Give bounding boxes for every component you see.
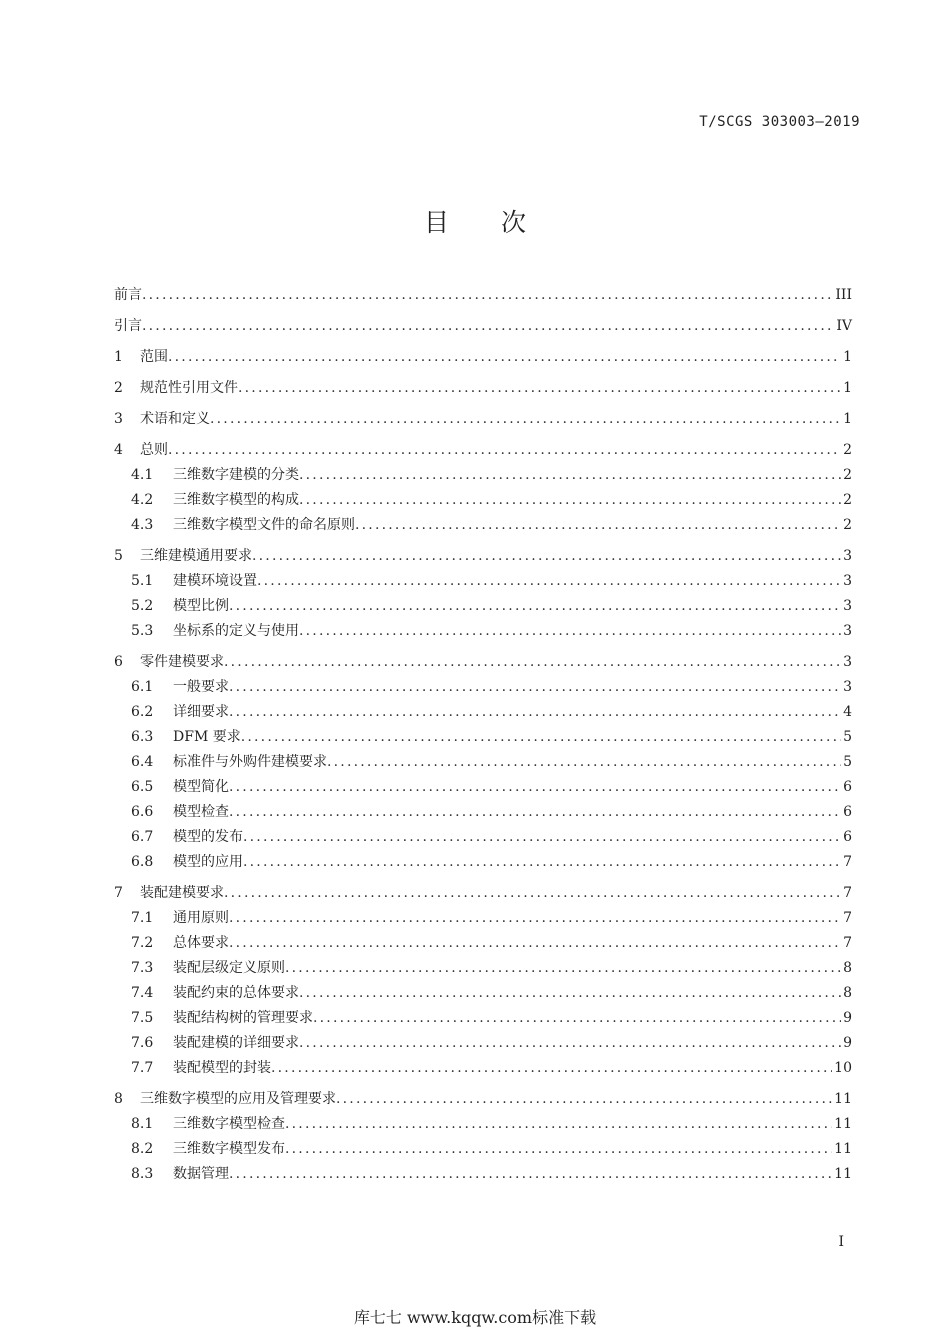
toc-leader-dots [257, 569, 841, 594]
toc-entry-page: IV [836, 318, 852, 334]
toc-entry[interactable] [114, 619, 852, 644]
toc-entry-label: 装配层级定义原则 [173, 960, 285, 976]
toc-leader-dots [313, 1006, 841, 1031]
toc-entry[interactable] [114, 850, 852, 875]
table-of-contents [114, 283, 852, 1187]
toc-leader-dots [285, 956, 841, 981]
toc-entry[interactable] [114, 314, 852, 339]
toc-entry-page: 11 [834, 1141, 852, 1157]
toc-entry-page: 7 [843, 910, 852, 926]
toc-entry-label: 术语和定义 [140, 411, 210, 427]
toc-entry[interactable] [114, 407, 852, 432]
toc-entry[interactable] [114, 1087, 852, 1112]
toc-leader-dots [224, 881, 841, 906]
toc-entry-number: 8.3 [131, 1166, 154, 1182]
toc-leader-dots [229, 675, 841, 700]
toc-entry-page: 9 [843, 1035, 852, 1051]
toc-entry[interactable] [114, 1056, 852, 1081]
toc-entry[interactable] [114, 345, 852, 370]
toc-entry-page: 7 [843, 885, 852, 901]
toc-entry[interactable] [114, 725, 852, 750]
toc-leader-dots [229, 1162, 832, 1187]
toc-entry-page: 6 [843, 779, 852, 795]
page-number: I [838, 1234, 844, 1250]
toc-entry-label: 数据管理 [173, 1166, 229, 1182]
toc-entry-page: 3 [843, 598, 852, 614]
toc-entry-label: 模型比例 [173, 598, 229, 614]
toc-entry-page: 3 [843, 623, 852, 639]
toc-leader-dots [210, 407, 841, 432]
toc-leader-dots [327, 750, 841, 775]
toc-leader-dots [252, 544, 841, 569]
toc-entry-label: 总体要求 [173, 935, 229, 951]
toc-leader-dots [229, 700, 841, 725]
toc-entry-number: 4 [114, 442, 123, 458]
toc-leader-dots [229, 931, 841, 956]
toc-leader-dots [142, 314, 834, 339]
toc-entry-number: 4.3 [131, 517, 154, 533]
toc-leader-dots [168, 345, 841, 370]
toc-entry[interactable] [114, 700, 852, 725]
page-title [0, 203, 950, 239]
toc-entry[interactable] [114, 438, 852, 463]
toc-leader-dots [229, 800, 841, 825]
toc-entry-number: 7.5 [131, 1010, 154, 1026]
toc-entry[interactable] [114, 775, 852, 800]
toc-entry-number: 7.6 [131, 1035, 154, 1051]
toc-entry-page: 3 [843, 573, 852, 589]
toc-entry[interactable] [114, 1137, 852, 1162]
toc-entry-label: 三维数字模型的构成 [173, 492, 299, 508]
toc-entry-number: 6.2 [131, 704, 154, 720]
toc-entry[interactable] [114, 931, 852, 956]
toc-entry-number: 2 [114, 380, 123, 396]
toc-entry[interactable] [114, 1006, 852, 1031]
toc-entry-number: 6.8 [131, 854, 154, 870]
toc-entry-page: 6 [843, 829, 852, 845]
toc-entry-number: 6.7 [131, 829, 154, 845]
toc-entry-number: 7.1 [131, 910, 154, 926]
toc-entry[interactable] [114, 906, 852, 931]
toc-entry-label: 通用原则 [173, 910, 229, 926]
toc-leader-dots [336, 1087, 832, 1112]
toc-leader-dots [243, 825, 841, 850]
toc-entry-label: 三维建模通用要求 [140, 548, 252, 564]
toc-entry-page: 3 [843, 654, 852, 670]
toc-entry-label: 建模环境设置 [173, 573, 257, 589]
toc-entry-page: 2 [843, 442, 852, 458]
toc-entry-label: 范围 [140, 349, 168, 365]
toc-entry-page: 2 [843, 517, 852, 533]
toc-entry[interactable] [114, 800, 852, 825]
toc-leader-dots [299, 619, 841, 644]
toc-entry-label: 装配建模的详细要求 [173, 1035, 299, 1051]
toc-entry[interactable] [114, 956, 852, 981]
toc-leader-dots [299, 463, 841, 488]
toc-leader-dots [229, 906, 841, 931]
toc-entry-page: 5 [843, 754, 852, 770]
toc-entry-label: 模型的发布 [173, 829, 243, 845]
toc-entry[interactable] [114, 1031, 852, 1056]
toc-entry[interactable] [114, 825, 852, 850]
toc-entry-label: 模型简化 [173, 779, 229, 795]
toc-leader-dots [355, 513, 841, 538]
toc-leader-dots [168, 438, 841, 463]
toc-entry-number: 7.2 [131, 935, 154, 951]
toc-entry-number: 8 [114, 1091, 123, 1107]
toc-entry-label: 装配模型的封装 [173, 1060, 271, 1076]
toc-entry-page: 7 [843, 854, 852, 870]
toc-entry-page: III [835, 287, 852, 303]
toc-leader-dots [299, 488, 841, 513]
toc-entry-label: 模型检查 [173, 804, 229, 820]
toc-entry-number: 7.4 [131, 985, 154, 1001]
toc-entry-page: 5 [843, 729, 852, 745]
toc-entry-page: 1 [843, 411, 852, 427]
toc-entry-page: 9 [843, 1010, 852, 1026]
toc-entry[interactable] [114, 569, 852, 594]
toc-entry-label: DFM 要求 [173, 729, 241, 745]
toc-entry-number: 4.2 [131, 492, 154, 508]
toc-entry[interactable] [114, 376, 852, 401]
toc-entry-label: 一般要求 [173, 679, 229, 695]
toc-entry[interactable] [114, 513, 852, 538]
toc-leader-dots [229, 594, 841, 619]
toc-leader-dots [271, 1056, 832, 1081]
toc-entry-page: 6 [843, 804, 852, 820]
toc-entry-number: 6.3 [131, 729, 154, 745]
toc-entry-page: 8 [843, 960, 852, 976]
toc-entry-number: 6.6 [131, 804, 154, 820]
toc-entry-number: 6 [114, 654, 123, 670]
toc-entry-page: 2 [843, 492, 852, 508]
toc-entry-page: 10 [834, 1060, 852, 1076]
toc-leader-dots [299, 981, 841, 1006]
toc-entry[interactable] [114, 544, 852, 569]
toc-entry-label: 标准件与外购件建模要求 [173, 754, 327, 770]
toc-leader-dots [142, 283, 833, 308]
toc-entry-label: 三维数字建模的分类 [173, 467, 299, 483]
toc-entry-number: 1 [114, 349, 123, 365]
toc-entry-page: 11 [834, 1091, 852, 1107]
toc-leader-dots [285, 1112, 832, 1137]
toc-entry-number: 3 [114, 411, 123, 427]
toc-entry[interactable] [114, 981, 852, 1006]
toc-entry[interactable] [114, 650, 852, 675]
toc-entry-number: 6.4 [131, 754, 154, 770]
toc-entry-number: 8.1 [131, 1116, 154, 1132]
toc-entry-label: 规范性引用文件 [140, 380, 238, 396]
toc-entry-page: 4 [843, 704, 852, 720]
toc-entry-label: 三维数字模型发布 [173, 1141, 285, 1157]
title-char-1: 目 [423, 208, 449, 237]
toc-entry-number: 6.5 [131, 779, 154, 795]
toc-entry-page: 1 [843, 349, 852, 365]
toc-entry-page: 3 [843, 679, 852, 695]
toc-entry[interactable] [114, 463, 852, 488]
toc-entry-number: 7.3 [131, 960, 154, 976]
toc-entry-label: 零件建模要求 [140, 654, 224, 670]
footer-watermark: 库七七 www.kqqw.com标准下载 [353, 1308, 597, 1327]
toc-entry[interactable] [114, 1162, 852, 1187]
toc-entry-label: 总则 [140, 442, 168, 458]
toc-entry[interactable] [114, 675, 852, 700]
toc-entry-number: 4.1 [131, 467, 154, 483]
toc-leader-dots [229, 775, 841, 800]
toc-leader-dots [299, 1031, 841, 1056]
title-char-2: 次 [501, 208, 527, 237]
toc-entry-label: 装配建模要求 [140, 885, 224, 901]
toc-entry[interactable] [114, 488, 852, 513]
toc-entry-number: 7 [114, 885, 123, 901]
toc-entry-label: 三维数字模型文件的命名原则 [173, 517, 355, 533]
toc-leader-dots [285, 1137, 832, 1162]
toc-entry-number: 5.2 [131, 598, 154, 614]
toc-entry-label: 三维数字模型检查 [173, 1116, 285, 1132]
toc-entry-label: 前言 [114, 287, 142, 303]
toc-entry-label: 详细要求 [173, 704, 229, 720]
toc-entry-number: 5 [114, 548, 123, 564]
toc-leader-dots [224, 650, 841, 675]
toc-entry-label: 坐标系的定义与使用 [173, 623, 299, 639]
toc-leader-dots [243, 850, 841, 875]
toc-entry-page: 7 [843, 935, 852, 951]
toc-leader-dots [238, 376, 841, 401]
toc-entry-page: 8 [843, 985, 852, 1001]
toc-entry-page: 3 [843, 548, 852, 564]
toc-entry[interactable] [114, 1112, 852, 1137]
toc-entry-number: 5.3 [131, 623, 154, 639]
toc-entry[interactable] [114, 283, 852, 308]
toc-leader-dots [241, 725, 841, 750]
document-code: T/SCGS 303003—2019 [699, 114, 860, 130]
toc-entry-page: 1 [843, 380, 852, 396]
toc-entry-number: 8.2 [131, 1141, 154, 1157]
toc-entry-page: 2 [843, 467, 852, 483]
toc-entry-page: 11 [834, 1116, 852, 1132]
toc-entry-page: 11 [834, 1166, 852, 1182]
toc-entry-number: 7.7 [131, 1060, 154, 1076]
toc-entry[interactable] [114, 750, 852, 775]
toc-entry-label: 装配约束的总体要求 [173, 985, 299, 1001]
toc-entry[interactable] [114, 594, 852, 619]
toc-entry-label: 引言 [114, 318, 142, 334]
toc-entry-label: 三维数字模型的应用及管理要求 [140, 1091, 336, 1107]
toc-entry-number: 6.1 [131, 679, 154, 695]
toc-entry-number: 5.1 [131, 573, 154, 589]
toc-entry-label: 模型的应用 [173, 854, 243, 870]
toc-entry-label: 装配结构树的管理要求 [173, 1010, 313, 1026]
toc-entry[interactable] [114, 881, 852, 906]
